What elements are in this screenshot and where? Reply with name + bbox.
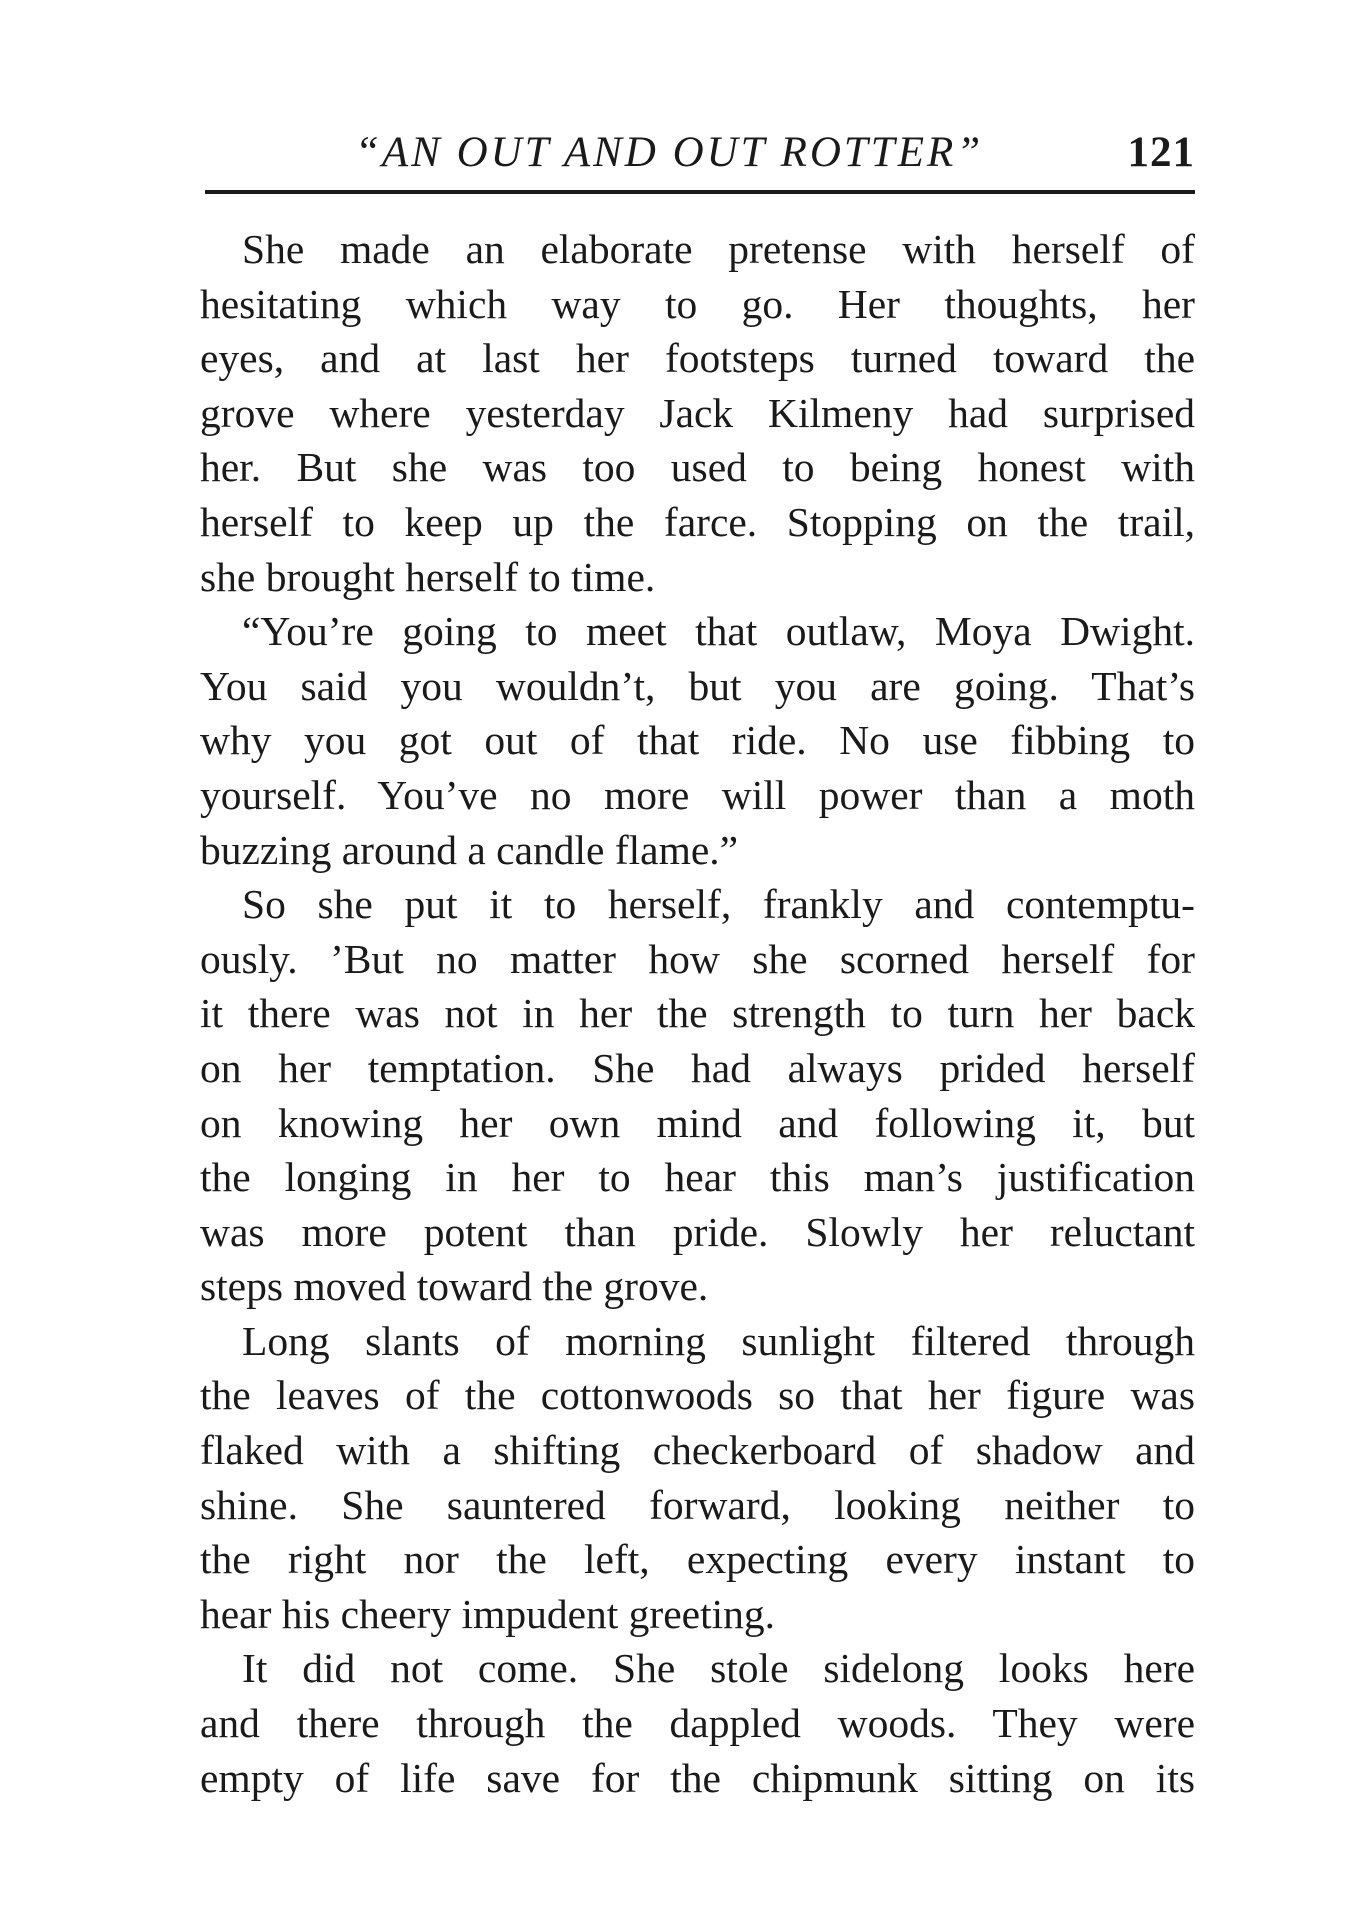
running-head <box>205 128 1195 188</box>
paragraph <box>200 1641 1195 1805</box>
text-line: eyes, and at last her footsteps turned toward the <box>200 335 1195 382</box>
text-line: ously. ’But no matter how she scorned herself for <box>200 935 1195 982</box>
text-line: the right nor the left, expecting every instant to <box>200 1536 1195 1583</box>
text-line: herself to keep up the farce. Stopping on the trail, <box>200 498 1195 545</box>
text-line: shine. She sauntered forward, looking neither to <box>200 1481 1195 1528</box>
text-line: hesitating which way to go. Her thoughts, her <box>200 280 1195 327</box>
text-line: yourself. You’ve no more will power than a moth <box>200 771 1195 818</box>
paragraph <box>200 1314 1195 1642</box>
text-line: the leaves of the cottonwoods so that her figure was <box>200 1372 1195 1419</box>
text-line: why you got out of that ride. No use fibbing to <box>200 717 1195 764</box>
text-line: It did not come. She stole sidelong looks here <box>242 1645 1195 1692</box>
paragraph <box>200 877 1195 1314</box>
body-text <box>200 222 1195 1805</box>
text-line: Long slants of morning sunlight filtered through <box>242 1317 1195 1364</box>
text-line: She made an elaborate pretense with herself of <box>242 226 1195 272</box>
text-line: it there was not in her the strength to turn her back <box>200 990 1195 1037</box>
paragraph <box>200 604 1195 877</box>
text-line: You said you wouldn’t, but you are going. That’s <box>200 662 1195 709</box>
text-line: steps moved toward the grove. <box>200 1263 709 1310</box>
text-line: grove where yesterday Jack Kilmeny had surprised <box>200 389 1195 436</box>
paragraph <box>200 222 1195 604</box>
text-line: she brought herself to time. <box>200 553 656 600</box>
text-line: “You’re going to meet that outlaw, Moya Dwight. <box>242 608 1195 655</box>
text-line: on knowing her own mind and following it, but <box>200 1099 1195 1146</box>
text-line: on her temptation. She had always prided herself <box>200 1044 1195 1091</box>
text-line: flaked with a shifting checkerboard of shadow and <box>200 1427 1195 1474</box>
text-line: and there through the dappled woods. They were <box>200 1700 1195 1747</box>
text-line: empty of life save for the chipmunk sitting on its <box>200 1754 1195 1801</box>
text-line: hear his cheery impudent greeting. <box>200 1590 776 1637</box>
text-line: her. But she was too used to being honest with <box>200 444 1195 491</box>
running-title: “AN OUT AND OUT ROTTER” <box>355 129 984 176</box>
text-line: So she put it to herself, frankly and contemptu- <box>242 881 1195 928</box>
text-line: was more potent than pride. Slowly her reluctant <box>200 1208 1195 1255</box>
text-line: buzzing around a candle flame.” <box>200 826 739 873</box>
header-rule <box>205 190 1195 194</box>
text-line: the longing in her to hear this man’s justification <box>200 1154 1195 1201</box>
page-number: 121 <box>1127 129 1195 176</box>
